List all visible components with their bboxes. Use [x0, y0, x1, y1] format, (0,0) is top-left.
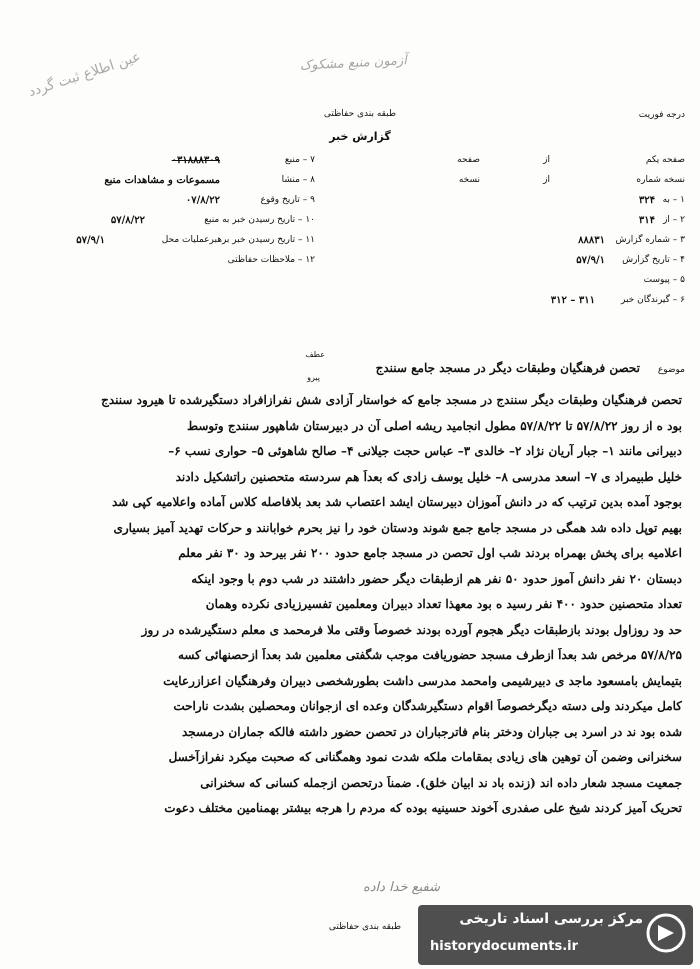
signature: شفیع خدا داده — [362, 880, 440, 895]
field-row — [400, 250, 685, 270]
report-title: گزارش خبر — [329, 130, 391, 143]
classification-top: طبقه بندی حفاظتی — [323, 109, 397, 119]
field-label: ۴ – تاریخ گزارش — [622, 255, 685, 265]
field-row — [400, 210, 685, 230]
field-row — [400, 150, 685, 170]
body-line: حد ود روزاول بودند بازطبقات دیگر هجوم آورده بودند خصوصاً وقتی ملا فرمحمد ی معلم دستگیرشده در روز — [141, 622, 682, 637]
field-value: ۰۷/۸/۲۲ — [185, 194, 220, 206]
field-row — [15, 190, 315, 210]
field-label: ۷ – منبع — [284, 155, 315, 165]
report-body — [22, 393, 682, 827]
field-az: از — [543, 175, 550, 185]
field-label: ۱ – به — [662, 195, 685, 205]
field-label: صفحه یکم — [645, 155, 685, 165]
body-line: بود ه از روز ۵۷/۸/۲۲ تا ۵۷/۸/۲۲ مطول انجامید ریشه اصلی آن در دبیرستان شاهپور سنندج وتوسط — [186, 418, 682, 433]
field-label: نسخه شماره — [636, 175, 685, 185]
body-line: دبستان ۲۰ نفر دانش آموز حدود ۵۰ نفر هم ازطبقات دیگر حضور داشتند در شب دوم با وجود اینکه — [191, 571, 682, 586]
field-value: ۳۱۴ — [638, 214, 655, 226]
atf-label: عطف — [305, 350, 325, 359]
archive-logo-icon — [646, 913, 686, 953]
body-line: کامل میکردند ولی دسته دیگرخصوصاً اقوام دستگیرشدگان وعده ای ازجوانان ومحصلین بشدت ناراحت — [173, 699, 682, 713]
faint-stamp-top: آزمون منبع مشکوک — [299, 53, 408, 74]
watermark-url: historydocuments.ir — [430, 939, 579, 954]
body-line: اعلامیه برای پخش بهمراه بردند شب اول تحصن در مسجد جامع حدود ۲۰۰ نفر بیرحد ود ۳۰ نفر معلم — [178, 546, 682, 560]
body-line: جمعیت مسجد شعار داده اند (زنده باد ند ابیان خلق). ضمناً درتحصن ازجمله کسانی که سخنرانی — [200, 775, 682, 790]
field-row — [400, 230, 685, 250]
field-label: ۶ – گیرندگان خبر — [620, 295, 685, 305]
field-row — [15, 150, 315, 170]
archive-watermark — [418, 905, 693, 965]
field-row — [15, 170, 315, 190]
body-line: تحریک آمیز کردند شیخ علی صفدری آخوند حسینیه بوده که مردم را هرجه بیشتر بهمنامین مختلف دعوت — [164, 801, 682, 815]
watermark-title: مرکز بررسی اسناد تاریخی — [459, 911, 643, 927]
field-value: ۵۷/۹/۱ — [76, 234, 105, 246]
body-line: سخنرانی وضمن آن توهین های زیادی بمقامات ملکه شدت نمود وهمگنانی که صحبت میکرد نفرازآخسل — [168, 750, 682, 764]
field-value: ۳۲۴ — [638, 194, 655, 206]
field-value: ۳۱۱ – ۳۱۲ — [550, 294, 595, 306]
field-row — [400, 190, 685, 210]
right-fields — [400, 150, 685, 310]
field-value: ۵۷/۸/۲۲ — [110, 214, 145, 226]
field-row — [400, 290, 685, 310]
body-line: ۵۷/۸/۲۵ مرخص شد بعداً ازطرف مسجد حضوریافت موجب شگفتی معلمین شد بعداً ازحصنهائی کسه — [177, 648, 682, 662]
field-az: از — [543, 155, 550, 165]
body-line: دبیرانی مانند ۱– جبار آریان نژاد ۲– خالدی ۳– عباس حجت جیلانی ۴– صالح شاهوئی ۵– حواری نسب ۶– — [168, 444, 682, 458]
field-label: ۱۰ – تاریخ رسیدن خبر به منبع — [204, 215, 315, 225]
field-label: ۱۲ – ملاحظات حفاظتی — [227, 255, 315, 265]
field-value: ۸۸۸۳۱ — [578, 234, 605, 246]
subject-label: موضوع — [657, 365, 685, 375]
body-line: بهیم توپل داده شد همگی در مسجد جامع جمع شوند ودستان خود را نیز بحرم خوابانند و حرکات تهدید آمیز بسیاری — [113, 520, 682, 535]
field-az-label: نسخه — [458, 175, 480, 185]
field-label: ۵ – پیوست — [643, 275, 685, 285]
field-label: ۲ – از — [663, 215, 685, 225]
field-label: ۱۱ – تاریخ رسیدن خبر برهبرعملیات محل — [161, 235, 315, 245]
body-line: بتیمایش بامسعود ماجد ی دبیرشیمی وامحمد مدرسی داشت بطورشخصی دبیران وفرهنگیان اعزازرعایت — [163, 673, 682, 688]
field-row — [15, 230, 315, 250]
field-row — [15, 210, 315, 230]
body-line: بوجود آمده بدین ترتیب که در دانش آموزان دبیرستان ایشد اعتصاب شد بعد بلافاصله کلاس آماده واعلامیه کپی شد — [111, 495, 682, 509]
field-value: ۵۷/۹/۱ — [576, 254, 605, 266]
field-label: ۹ – تاریخ وقوع — [260, 195, 315, 205]
faint-stamp-corner: عین اطلاع ثبت گردد — [26, 48, 143, 101]
body-line: تحصن فرهنگیان وطبقات دیگر سنندج در مسجد جامع که خواستار آزادی شش نفرازافراد دستگیرشده تا هیرود سنندج — [101, 393, 682, 407]
subject-text: تحصن فرهنگیان وطبقات دیگر در مسجد جامع سنندج — [375, 361, 640, 375]
field-row — [400, 170, 685, 190]
field-label: ۸ – منشا — [281, 175, 315, 185]
body-line: تعداد متحصنین حدود ۴۰۰ نفر رسید ه بود معهذا تعداد دبیران ومعلمین تفسیرزیادی نکرده وهمان — [205, 597, 682, 611]
left-fields — [15, 150, 315, 270]
peyro-label: پیرو — [307, 373, 320, 382]
field-row — [15, 250, 315, 270]
field-value: ۰۳۱۸۸۸۳۰۹ — [171, 154, 220, 166]
body-line: شده بود ند در اسرد بی جباران ودختر بنام فاترجباران در تحصن حضور داشته فالکه جماران درمسجد — [181, 724, 682, 739]
classification-bottom: طبقه بندی حفاظتی — [328, 922, 402, 932]
body-line: خلیل طبیمراد ی ۷– اسعد مدرسی ۸– خلیل یوسف زادی که بعداً هم سردسته متحصنین راتشکیل دادند — [175, 469, 682, 484]
field-az-label: صفحه — [457, 155, 480, 165]
field-label: ۳ – شماره گزارش — [615, 235, 685, 245]
urgency-label: درجه فوریت — [638, 110, 685, 120]
field-value: مسموعات و مشاهدات منبع — [104, 174, 220, 186]
field-row — [400, 270, 685, 290]
